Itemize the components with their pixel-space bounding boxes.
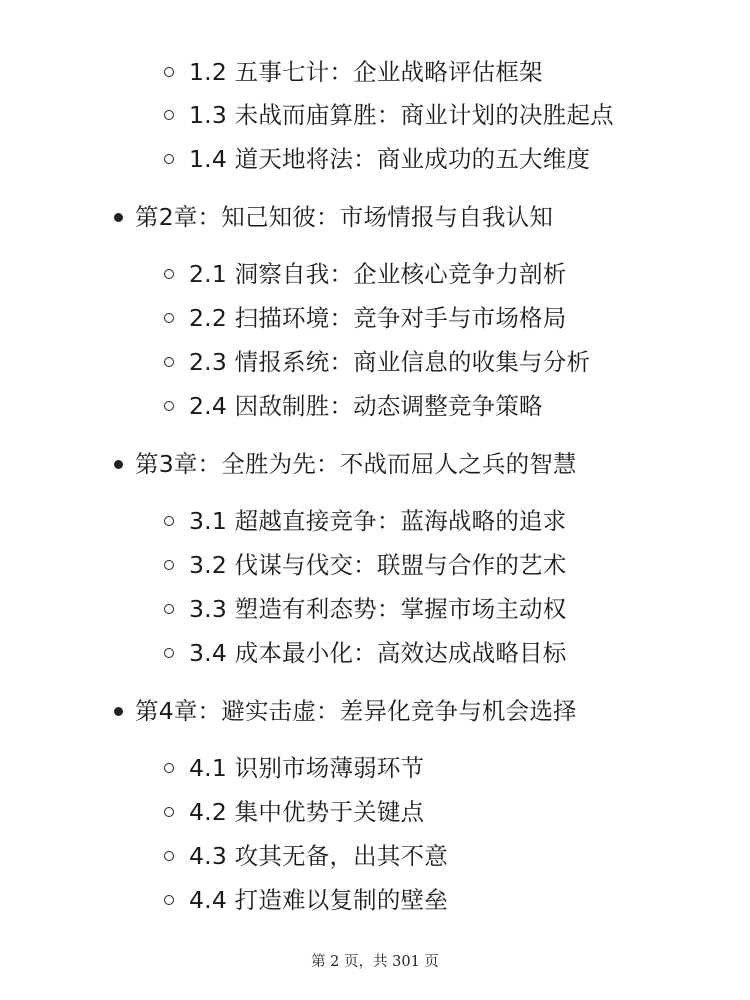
toc-section-text: 4.2 集中优势于关键点 xyxy=(189,798,425,826)
hollow-bullet-icon xyxy=(164,807,174,817)
hollow-bullet-icon xyxy=(164,110,174,120)
toc-section-4-4 xyxy=(189,885,448,915)
hollow-bullet-icon xyxy=(164,269,174,279)
toc-section-text: 3.2 伐谋与伐交：联盟与合作的艺术 xyxy=(189,551,567,579)
toc-chapter-2 xyxy=(135,202,553,232)
toc-section-text: 1.4 道天地将法：商业成功的五大维度 xyxy=(189,145,591,173)
toc-section-text: 3.1 超越直接竞争：蓝海战略的追求 xyxy=(189,507,567,535)
toc-chapter-4 xyxy=(135,696,577,726)
toc-section-text: 2.1 洞察自我：企业核心竞争力剖析 xyxy=(189,260,567,288)
toc-section-4-3 xyxy=(189,841,448,871)
toc-section-3-2 xyxy=(189,550,566,580)
hollow-bullet-icon xyxy=(164,401,174,411)
toc-chapter-3 xyxy=(135,449,577,479)
toc-section-text: 2.2 扫描环境：竞争对手与市场格局 xyxy=(189,304,567,332)
page-number-footer: 第 2 页，共 301 页 xyxy=(311,954,439,970)
hollow-bullet-icon xyxy=(164,851,174,861)
toc-section-3-3 xyxy=(189,594,566,624)
hollow-bullet-icon xyxy=(164,604,174,614)
toc-section-4-2 xyxy=(189,797,424,827)
toc-section-3-1 xyxy=(189,506,566,536)
toc-section-4-1 xyxy=(189,753,424,783)
filled-bullet-icon xyxy=(114,707,123,716)
toc-section-text: 3.4 成本最小化：高效达成战略目标 xyxy=(189,639,567,667)
hollow-bullet-icon xyxy=(164,67,174,77)
filled-bullet-icon xyxy=(114,460,123,469)
hollow-bullet-icon xyxy=(164,516,174,526)
toc-section-text: 1.3 未战而庙算胜：商业计划的决胜起点 xyxy=(189,101,614,129)
toc-chapter-text: 第3章：全胜为先：不战而屈人之兵的智慧 xyxy=(135,450,577,478)
filled-bullet-icon xyxy=(114,213,123,222)
toc-section-text: 4.3 攻其无备，出其不意 xyxy=(189,842,448,870)
toc-section-2-2 xyxy=(189,303,566,333)
hollow-bullet-icon xyxy=(164,895,174,905)
toc-section-text: 4.1 识别市场薄弱环节 xyxy=(189,754,425,782)
hollow-bullet-icon xyxy=(164,763,174,773)
toc-chapter-text: 第4章：避实击虚：差异化竞争与机会选择 xyxy=(135,697,577,725)
toc-section-2-4 xyxy=(189,391,543,421)
toc-section-3-4 xyxy=(189,638,566,668)
toc-section-text: 2.4 因敌制胜：动态调整竞争策略 xyxy=(189,392,543,420)
toc-section-1-2 xyxy=(189,57,543,87)
toc-section-2-3 xyxy=(189,347,590,377)
hollow-bullet-icon xyxy=(164,560,174,570)
toc-section-2-1 xyxy=(189,259,566,289)
toc-section-text: 2.3 情报系统：商业信息的收集与分析 xyxy=(189,348,591,376)
hollow-bullet-icon xyxy=(164,313,174,323)
toc-section-1-3 xyxy=(189,100,614,130)
toc-section-text: 1.2 五事七计：企业战略评估框架 xyxy=(189,58,543,86)
toc-section-1-4 xyxy=(189,144,590,174)
hollow-bullet-icon xyxy=(164,154,174,164)
toc-section-text: 4.4 打造难以复制的壁垒 xyxy=(189,886,448,914)
hollow-bullet-icon xyxy=(164,648,174,658)
toc-section-text: 3.3 塑造有利态势：掌握市场主动权 xyxy=(189,595,567,623)
toc-chapter-text: 第2章：知己知彼：市场情报与自我认知 xyxy=(135,203,554,231)
hollow-bullet-icon xyxy=(164,357,174,367)
